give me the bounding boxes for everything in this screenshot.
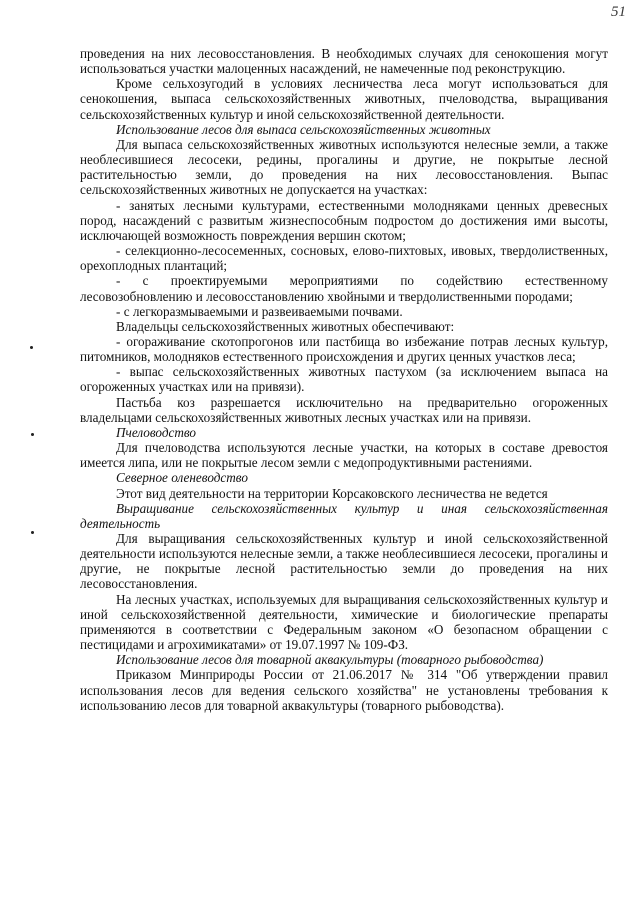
section-heading: Северное оленеводство	[116, 470, 248, 486]
paragraph: Владельцы сельскохозяйственных животных обеспечивают:	[116, 318, 455, 334]
document-body	[80, 46, 608, 713]
list-item: - селекционно-лесосеменных, сосновых, елово-пихтовых, ивовых, твердолиственных, орехоплодных плантаций;	[80, 243, 608, 274]
paragraph: Кроме сельхозугодий в условиях лесничества леса могут использоваться для сенокошения, выпаса сельскохозяйственных животных, пчеловодства, выращивания сельскохозяйственных культур и иной сельскохозяйственной деятельности.	[80, 76, 608, 122]
list-item: - выпас сельскохозяйственных животных пастухом (за исключением выпаса на огороженных участках или на привязи).	[80, 364, 608, 395]
paragraph: На лесных участках, используемых для выращивания сельскохозяйственных культур и иной сельскохозяйственной деятельности, химические и биологические препараты применяются в соответствии с Федеральным законом «О безопасном обращении с пестицидами и агрохимикатами» от 19.07.1997 № 109-ФЗ.	[80, 591, 608, 653]
paragraph: Приказом Минприроды России от 21.06.2017 № 314 "Об утверждении правил использования лесов для ведения сельского хозяйства" не установлены требования к использованию лесов для товарной аквакультуры (товарного рыбоводства).	[80, 667, 608, 713]
section-heading: Использование лесов для выпаса сельскохозяйственных животных	[116, 121, 491, 137]
list-item: - занятых лесными культурами, естественными молодняками ценных древесных пород, насаждений с развитым жизнеспособным подростом до достижения ими высоты, исключающей возможность повреждения вершин скотом;	[80, 197, 608, 243]
paragraph: Для выпаса сельскохозяйственных животных используются нелесные земли, а также необлесившиеся лесосеки, редины, прогалины и другие, не покрытые лесной растительностью земли, до проведения на них лесовосстановления. Выпас сельскохозяйственных животных не допускается на участках:	[80, 136, 608, 198]
margin-mark	[31, 433, 34, 436]
list-item: - с проектируемыми мероприятиями по содействию естественному лесовозобновлению и лесовосстановлению хвойными и твердолиственными породами;	[80, 273, 608, 304]
paragraph: Для пчеловодства используются лесные участки, на которых в составе древостоя имеется липа, или не покрытые лесом земли с медопродуктивными растениями.	[80, 440, 608, 471]
section-heading: Использование лесов для товарной аквакультуры (товарного рыбоводства)	[116, 652, 544, 668]
margin-mark	[30, 346, 33, 349]
list-item: - с легкоразмываемыми и развеиваемыми почвами.	[116, 303, 403, 319]
margin-mark	[31, 531, 34, 534]
section-heading: Выращивание сельскохозяйственных культур и иная сельскохозяйственная деятельность	[80, 500, 608, 531]
paragraph: проведения на них лесовосстановления. В необходимых случаях для сенокошения могут использоваться участки малоценных насаждений, не намеченные под реконструкцию.	[80, 46, 608, 77]
paragraph: Этот вид деятельности на территории Корсаковского лесничества не ведется	[116, 485, 548, 501]
page-number: 51	[611, 4, 626, 20]
list-item: - огораживание скотопрогонов или пастбища во избежание потрав лесных культур, питомников, молодняков естественного происхождения и других ценных участков леса;	[80, 333, 608, 365]
section-heading: Пчеловодство	[116, 424, 197, 440]
paragraph: Пастьба коз разрешается исключительно на предварительно огороженных владельцами сельскохозяйственных животных лесных участках или на привязи.	[80, 394, 608, 425]
paragraph: Для выращивания сельскохозяйственных культур и иной сельскохозяйственной деятельности используются нелесные земли, а также необлесившиеся лесосеки, прогалины и другие, не покрытые лесной растительностью земли до проведения на них лесовосстановления.	[80, 531, 608, 592]
